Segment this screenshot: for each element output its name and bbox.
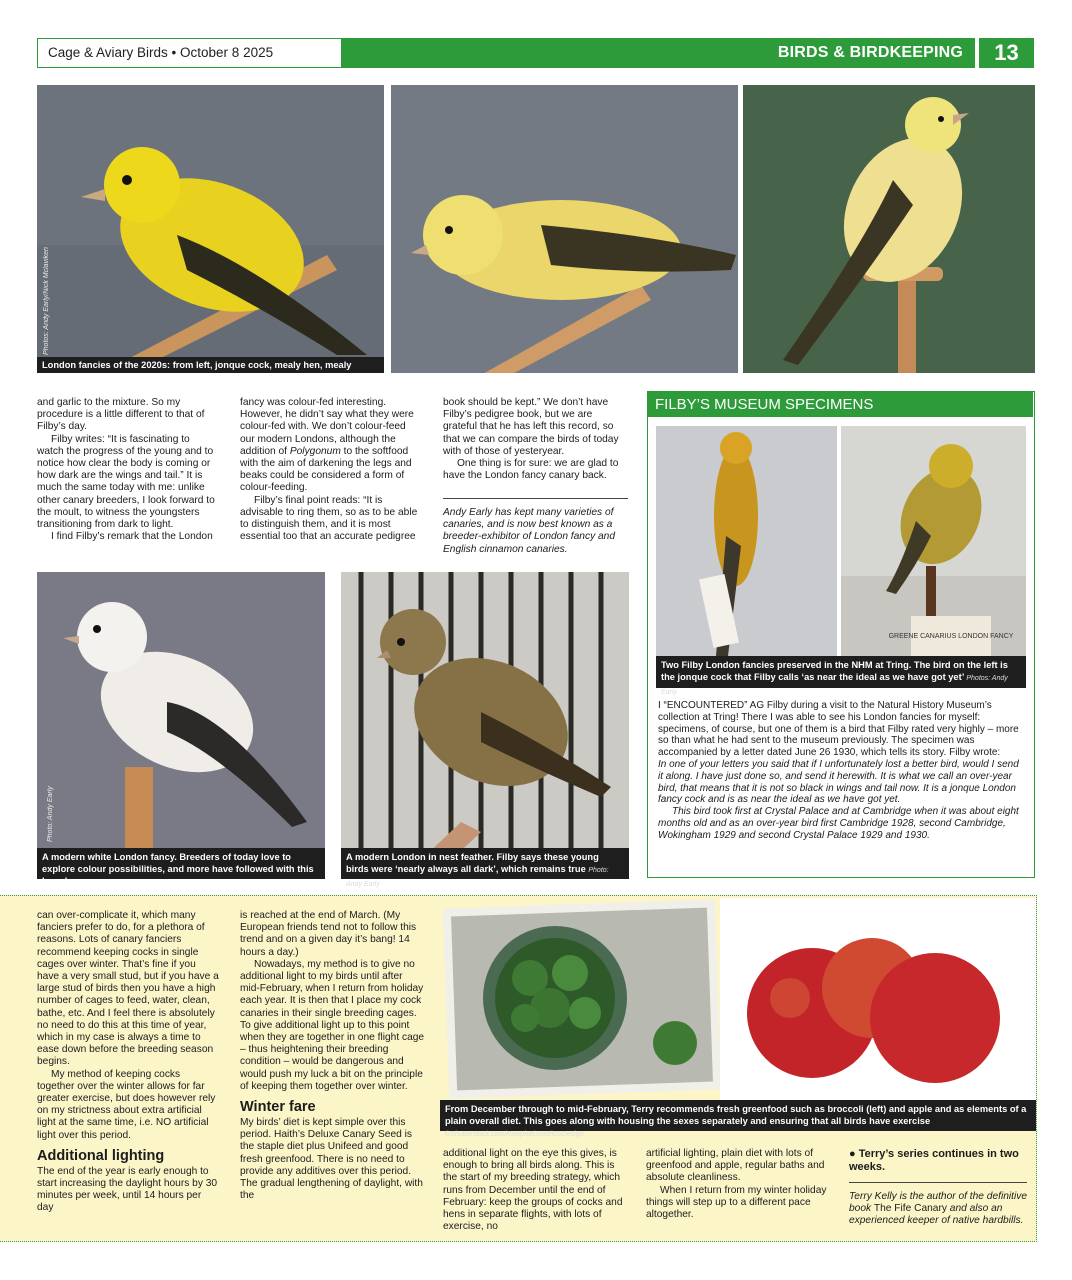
filby-sidebar (647, 391, 1035, 878)
article-paragraph: Filby’s final point reads: “It is advisable to ring them, so as to be able to distinguish them, and it is most essential too that an accurate pedigree (240, 494, 418, 543)
white-photo-credit: Photo: Andy Early (47, 786, 54, 842)
lower-column-1 (37, 910, 220, 1215)
top-photos-caption: London fancies of the 2020s: from left, jonque cock, mealy hen, mealy (37, 357, 384, 373)
lower-column-2 (240, 910, 425, 1202)
divider (443, 498, 628, 499)
sidebar-text (658, 700, 1026, 842)
sidebar-photo-caption: Two Filby London fancies preserved in the NHM at Tring. The bird on the left is the jonque cock that Filby calls ‘as near the ideal as we have got yet’ Photos: Andy Early (656, 656, 1026, 688)
food-photo-caption: From December through to mid-February, Terry recommends fresh greenfood such as broccoli (left) and apple and as elements of a plain overall diet. This goes along with housing the sexes separately and ensuring that all birds have exercise ©Shutterstock.com/Rawpixel.com/GSDesign (440, 1100, 1036, 1131)
book-title: The Fife Canary (873, 1203, 947, 1215)
photo-nest-feather-london (341, 572, 629, 879)
food-photo-credit: ©Shutterstock.com/Rawpixel.com/GSDesign (445, 1131, 584, 1138)
article-paragraph: additional light on the eye this gives, is enough to bring all birds along. This is the start of my breeding strategy, which runs from December until the end of February: keep the groups of cocks and hens in separate flights, with lots of exercise, no (443, 1148, 623, 1233)
article-paragraph: My method of keeping cocks together over the winter allows for far greater exercise, but does however rely on my strictness about extra artificial light at the same time, i.e. NO artificial light over this period. (37, 1068, 216, 1141)
top-photo-credit: Photos: Andy Early/Nick Mclaviken (43, 247, 50, 355)
sidebar-paragraph: I “ENCOUNTERED” AG Filby during a visit to the Natural History Museum’s collection at Tring! There I was able to see his London fancies for myself: specimens, of course, but one of them is a bird that Filby rated very highly – more so than what he had sent to the museum previously. The specimen was accompanied by a letter dated June 26 1930, which tells its story. Filby wrote: (658, 700, 1019, 759)
subheading: Additional lighting (37, 1147, 165, 1164)
photo-white-london-fancy (37, 572, 325, 879)
filby-letter-quote: This bird took first at Crystal Palace and at Cambridge when it was about eight months old and as an over-year bird first Cambridge 1928, second Cambridge, Wokingham 1929 and second Crystal Palace 1929 and 1930. (658, 806, 1019, 841)
article-paragraph: The end of the year is early enough to start increasing the daylight hours by 30 minutes per week, until 14 hours per day (37, 1165, 218, 1214)
photo-specimen-jonque-cock (656, 426, 837, 656)
photo-mealy-hen (391, 85, 738, 373)
filby-letter-quote: In one of your letters you said that if I unfortunately lost a better bird, would I send it along. I have just done so, and send it herewith. It is what we call an over-year bird, that means that it is not so black in wings and tail now. It is a jonque London fancy cock and is as near the ideal as we have got yet. (658, 758, 1019, 806)
article-paragraph: is reached at the end of March. (My European friends tend not to follow this trend and on a given day it’s bang! 14 hours a day.) (240, 910, 417, 958)
divider (849, 1182, 1027, 1183)
page-number: 13 (979, 38, 1034, 68)
article-column-3 (443, 397, 628, 482)
article-paragraph: Filby writes: “It is fascinating to watch the progress of the young and to notice how clear the body is coming or how dark are the wings and tail.” It is much the same today with me: unlike other canary breeders, I look forward to the moult, to witness the youngsters transitioning from dark to light. (37, 433, 215, 531)
article-paragraph: fancy was colour-fed interesting. However, he didn’t say what they were colour-fed with. We don’t colour-feed our modern Londons, although the addition of Polygonum to the softfood with the aim of darkening the legs and beaks could be considered a form of colour-feeding. (240, 397, 414, 494)
photo-mealy-cock (743, 85, 1035, 373)
lower-column-5 (849, 1148, 1027, 1228)
sidebar-photo-credit: Photos: Andy Early (661, 675, 1008, 696)
article-paragraph: When I return from my winter holiday things will step up to a different pace altogether. (646, 1184, 827, 1221)
series-continues-note: ● Terry’s series continues in two weeks. (849, 1148, 1019, 1173)
nest-photo-credit: Photo: Andy Early (346, 867, 609, 888)
article-paragraph: can over-complicate it, which many fanciers prefer to do, for a plethora of reasons. Lots of canary fanciers recommend keeping cocks in single cages over winter. That’s fine if you have a very small stud, but if you have a large stud of birds then you have a high number of cages to feed, water, clean, bathe, etc. And I feel there is absolutely no need to do this at this time of year, which in my case is always a time to ease down before the breeding season begins. (37, 910, 219, 1068)
subheading: Winter fare (240, 1099, 316, 1116)
article-paragraph: One thing is for sure: we are glad to have the London fancy canary back. (443, 458, 619, 482)
photo-specimen-mounted (841, 426, 1026, 656)
author-bio: Terry Kelly is the author of the definitive book The Fife Canary and also an experienced keeper of native hardbills. (849, 1191, 1027, 1227)
sidebar-title: FILBY’S MUSEUM SPECIMENS (648, 392, 1033, 417)
photo-greenfood (440, 898, 1036, 1103)
nest-photo-caption: A modern London in nest feather. Filby says these young birds were ‘nearly always all dark’, which remains true Photo: Andy Early (341, 848, 629, 879)
article-paragraph: Nowadays, my method is to give no additional light to my birds until after mid-February, when I return from holiday each year. It is then that I place my cock canaries in their single breeding cages. To give additional light up to this point when they are together in one flight cage – thus heightening their breeding condition – would be dangerous and would push my luck a bit on the principle of keeping them together over winter. (240, 958, 425, 1092)
photo-jonque-cock (37, 85, 384, 373)
article-paragraph: artificial lighting, plain diet with lots of greenfood and apple, regular baths and absolute cleanliness. (646, 1148, 825, 1184)
article-paragraph: I find Filby’s remark that the London (51, 531, 213, 543)
author-bio: Andy Early has kept many varieties of canaries, and is now best known as a breeder-exhibitor of London fancy and English cinnamon canaries. (443, 507, 615, 555)
article-paragraph: and garlic to the mixture. So my procedure is a little different to that of Filby’s day. (37, 397, 205, 433)
article-column-1 (37, 397, 219, 543)
article-paragraph: My birds’ diet is kept simple over this period. Haith’s Deluxe Canary Seed is the staple diet plus Unifeed and good fresh greenfood. There is no need to provide any additives over this period. The gradual lengthening of daylight, with the (240, 1117, 423, 1202)
article-paragraph: book should be kept.” We don’t have Filby’s pedigree book, but we are grateful that he has left this record, so that we can compare the birds of today with of those of yesteryear. (443, 397, 619, 457)
species-name: Polygonum (289, 445, 341, 457)
section-title: BIRDS & BIRDKEEPING (342, 38, 975, 68)
lower-column-3 (443, 1148, 628, 1233)
publication-line: Cage & Aviary Birds • October 8 2025 (37, 38, 342, 68)
article-column-2 (240, 397, 423, 543)
lower-column-4 (646, 1148, 832, 1221)
specimen-label-text: GREENE CANARIUS LONDON FANCY (888, 633, 1014, 640)
white-photo-caption: A modern white London fancy. Breeders of today love to explore colour possibilities, and more have followed with this breed (37, 848, 325, 879)
